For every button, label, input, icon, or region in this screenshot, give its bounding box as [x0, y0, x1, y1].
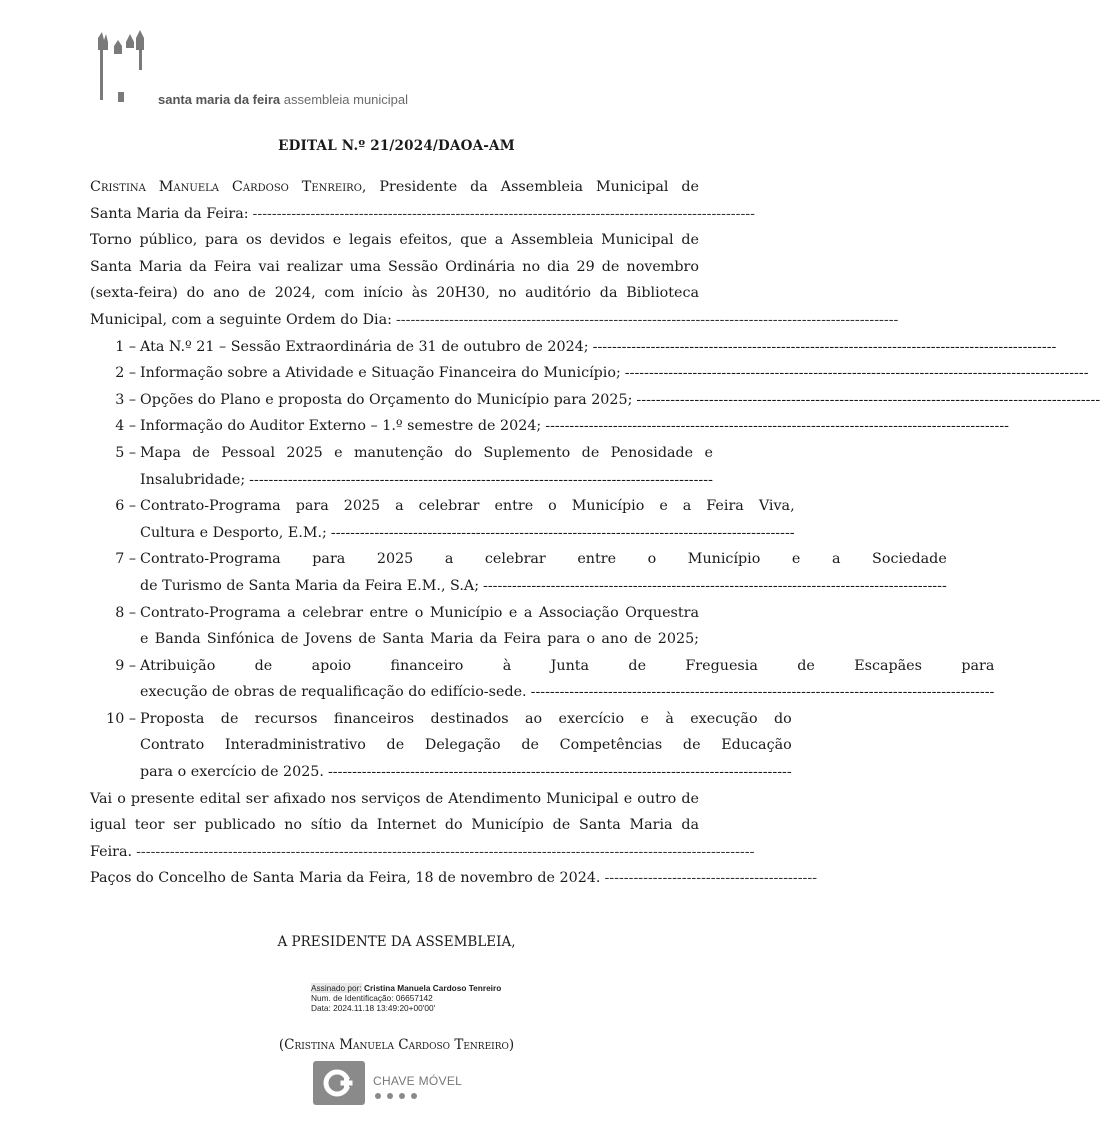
- agenda-item-line: Informação do Auditor Externo – 1.º semestre de 2024;: [140, 418, 542, 435]
- agenda-item-text: Opções do Plano e proposta do Orçamento do Município para 2025; ------------------------------------------------------------------------------------------------: [138, 387, 1100, 414]
- agenda-item: [90, 600, 699, 653]
- agenda-item-text: Atribuição de apoio financeiro à Junta de Freguesia de Escapães para execução de obras de requalificação do edifício-sede. ------------------------------------------------------------------------------------------------: [138, 653, 994, 706]
- agenda-item-line: Contrato-Programa para 2025 a celebrar entre o Município e a Sociedade: [140, 551, 947, 568]
- sig-date-value: 2024.11.18 13:49:20+00'00': [333, 1003, 436, 1013]
- digital-signature-block: [311, 983, 501, 1013]
- agenda-item-number: 1 –: [115, 338, 136, 355]
- agenda-item-line: Proposta de recursos financeiros destinados ao exercício e à execução do: [140, 710, 792, 727]
- agenda-item-number: 9 –: [115, 657, 136, 674]
- agenda-item-text: [138, 600, 699, 653]
- agenda-item: [90, 440, 713, 493]
- closing-paragraph: Vai o presente edital ser afixado nos serviços de Atendimento Municipal e outro de igual teor ser publicado no sítio da Internet do Município de Santa Maria da Feira. -------------------------------------------------------------------------------------------------------------------------------- Paços do Concelho de Santa Maria da Feira, 18 de novembro de 2024. --------------------------------------------: [90, 786, 699, 892]
- announcement-last-line: Municipal, com a seguinte Ordem do Dia:: [90, 311, 392, 328]
- agenda-item-line: Ata N.º 21 – Sessão Extraordinária de 31 de outubro de 2024;: [140, 338, 589, 355]
- agenda-item-line: Contrato-Programa para 2025 a celebrar entre o Município e a Feira Viva,: [140, 498, 795, 515]
- agenda-item: [90, 360, 1089, 387]
- sig-date-label: Data:: [311, 1003, 331, 1013]
- agenda-item-text: Contrato-Programa para 2025 a celebrar entre o Município e a Feira Viva, Cultura e Desporto, E.M.; ------------------------------------------------------------------------------------------------: [138, 493, 795, 546]
- agenda-item-line: e Banda Sinfónica de Jovens de Santa Maria da Feira para o ano de 2025;: [140, 631, 699, 648]
- logo-wordmark: [158, 92, 408, 107]
- closing-text: Vai o presente edital ser afixado nos serviços de Atendimento Municipal e outro de igual teor ser publicado no sítio da Internet do Município de Santa Maria da: [90, 790, 699, 834]
- announcement-text: Torno público, para os devidos e legais efeitos, que a Assembleia Municipal de Santa Maria da Feira vai realizar uma Sessão Ordinária no dia 29 de novembro (sexta-feira) do ano de 2024, com início às 20H30, no auditório da Biblioteca: [90, 232, 699, 302]
- agenda-item-text: Proposta de recursos financeiros destinados ao exercício e à execução do Contrato Interadministrativo de Delegação de Competências de Educação para o exercício de 2025. ------------------------------------------------------------------------------------------------: [138, 706, 792, 786]
- sig-signed-by-name: Cristina Manuela Cardoso Tenreiro: [364, 983, 502, 993]
- agenda-item-line: Mapa de Pessoal 2025 e manutenção do Suplemento de Penosidade e: [140, 444, 713, 461]
- agenda-list: [90, 334, 1100, 786]
- agenda-item-number: 7 –: [115, 551, 136, 568]
- agenda-item-line: execução de obras de requalificação do edifício-sede.: [140, 684, 527, 701]
- agenda-item-number: 8 –: [115, 604, 136, 621]
- agenda-item-line: para o exercício de 2025.: [140, 764, 324, 781]
- agenda-item-text: Mapa de Pessoal 2025 e manutenção do Suplemento de Penosidade e Insalubridade; ------------------------------------------------------------------------------------------------: [138, 440, 713, 493]
- intro-line1-rest: , Presidente da Assembleia Municipal de: [361, 179, 699, 195]
- agenda-item: [90, 413, 1010, 440]
- announcement-paragraph: Torno público, para os devidos e legais efeitos, que a Assembleia Municipal de Santa Maria da Feira vai realizar uma Sessão Ordinária no dia 29 de novembro (sexta-feira) do ano de 2024, com início às 20H30, no auditório da Biblioteca Municipal, com a seguinte Ordem do Dia: --------------------------------------------------------------------------------------------------------: [90, 227, 699, 333]
- agenda-item-line: Insalubridade;: [140, 471, 246, 488]
- chave-movel-dots: [375, 1093, 417, 1099]
- agenda-item: [90, 653, 995, 706]
- agenda-item-number: 5 –: [115, 444, 136, 461]
- agenda-item-number: 6 –: [115, 498, 136, 515]
- logo-name-bold: santa maria da feira: [158, 92, 281, 107]
- agenda-item-line: Informação sobre a Atividade e Situação Financeira do Município;: [140, 365, 621, 382]
- agenda-item-line: Cultura e Desporto, E.M.;: [140, 524, 327, 541]
- chave-movel-label: CHAVE MÓVEL: [373, 1074, 463, 1088]
- agenda-item-line: de Turismo de Santa Maria da Feira E.M., S.A;: [140, 577, 480, 594]
- castle-logo-icon: [92, 28, 152, 110]
- logo-name-rest: assembleia municipal: [283, 92, 409, 107]
- sig-id-value: 06657142: [395, 993, 433, 1003]
- agenda-item-number: 4 –: [115, 418, 136, 435]
- chave-movel-badge: [313, 1061, 473, 1105]
- agenda-item-number: 3 –: [115, 391, 136, 408]
- agenda-item-text: Informação do Auditor Externo – 1.º semestre de 2024; ------------------------------------------------------------------------------------------------: [138, 413, 1009, 440]
- sig-id-label: Num. de Identificação:: [311, 993, 394, 1003]
- intro-paragraph: Cristina Manuela Cardoso Tenreiro, Presidente da Assembleia Municipal de Santa Maria da Feira: --------------------------------------------------------------------------------------------------------: [90, 174, 699, 227]
- document-title: EDITAL N.º 21/2024/DAOA-AM: [278, 138, 515, 154]
- signoff-title: A PRESIDENTE DA ASSEMBLEIA,: [277, 934, 516, 950]
- place-date: Paços do Concelho de Santa Maria da Feira, 18 de novembro de 2024.: [90, 870, 601, 887]
- agenda-item-text: Informação sobre a Atividade e Situação Financeira do Município; ------------------------------------------------------------------------------------------------: [138, 360, 1089, 387]
- agenda-item: [90, 706, 792, 786]
- agenda-item-number: 10 –: [106, 710, 136, 727]
- president-name: Cristina Manuela Cardoso Tenreiro: [90, 179, 362, 195]
- agenda-item: [90, 546, 947, 599]
- intro-line2: Santa Maria da Feira:: [90, 205, 249, 222]
- agenda-item-number: 2 –: [115, 365, 136, 382]
- municipal-logo: [92, 28, 452, 112]
- closing-last-line: Feira.: [90, 843, 133, 860]
- agenda-item-line: Contrato Interadministrativo de Delegação de Competências de Educação: [140, 737, 792, 754]
- agenda-item: [90, 387, 1100, 414]
- signatory-name: (Cristina Manuela Cardoso Tenreiro): [278, 1037, 515, 1053]
- agenda-item-line: Contrato-Programa a celebrar entre o Município e a Associação Orquestra: [140, 604, 699, 621]
- agenda-item-line: Opções do Plano e proposta do Orçamento do Município para 2025;: [140, 391, 633, 408]
- agenda-item-text: Ata N.º 21 – Sessão Extraordinária de 31 de outubro de 2024; ------------------------------------------------------------------------------------------------: [138, 334, 1056, 361]
- agenda-item-text: Contrato-Programa para 2025 a celebrar entre o Município e a Sociedade de Turismo de Santa Maria da Feira E.M., S.A; ------------------------------------------------------------------------------------------------: [138, 546, 947, 599]
- document-body: [90, 174, 1100, 892]
- agenda-item-line: Atribuição de apoio financeiro à Junta de Freguesia de Escapães para: [140, 657, 995, 674]
- sig-signed-by-label: Assinado por:: [311, 983, 362, 993]
- chave-movel-logo-icon: [313, 1061, 365, 1105]
- agenda-item: [90, 493, 795, 546]
- agenda-item: [90, 334, 1057, 361]
